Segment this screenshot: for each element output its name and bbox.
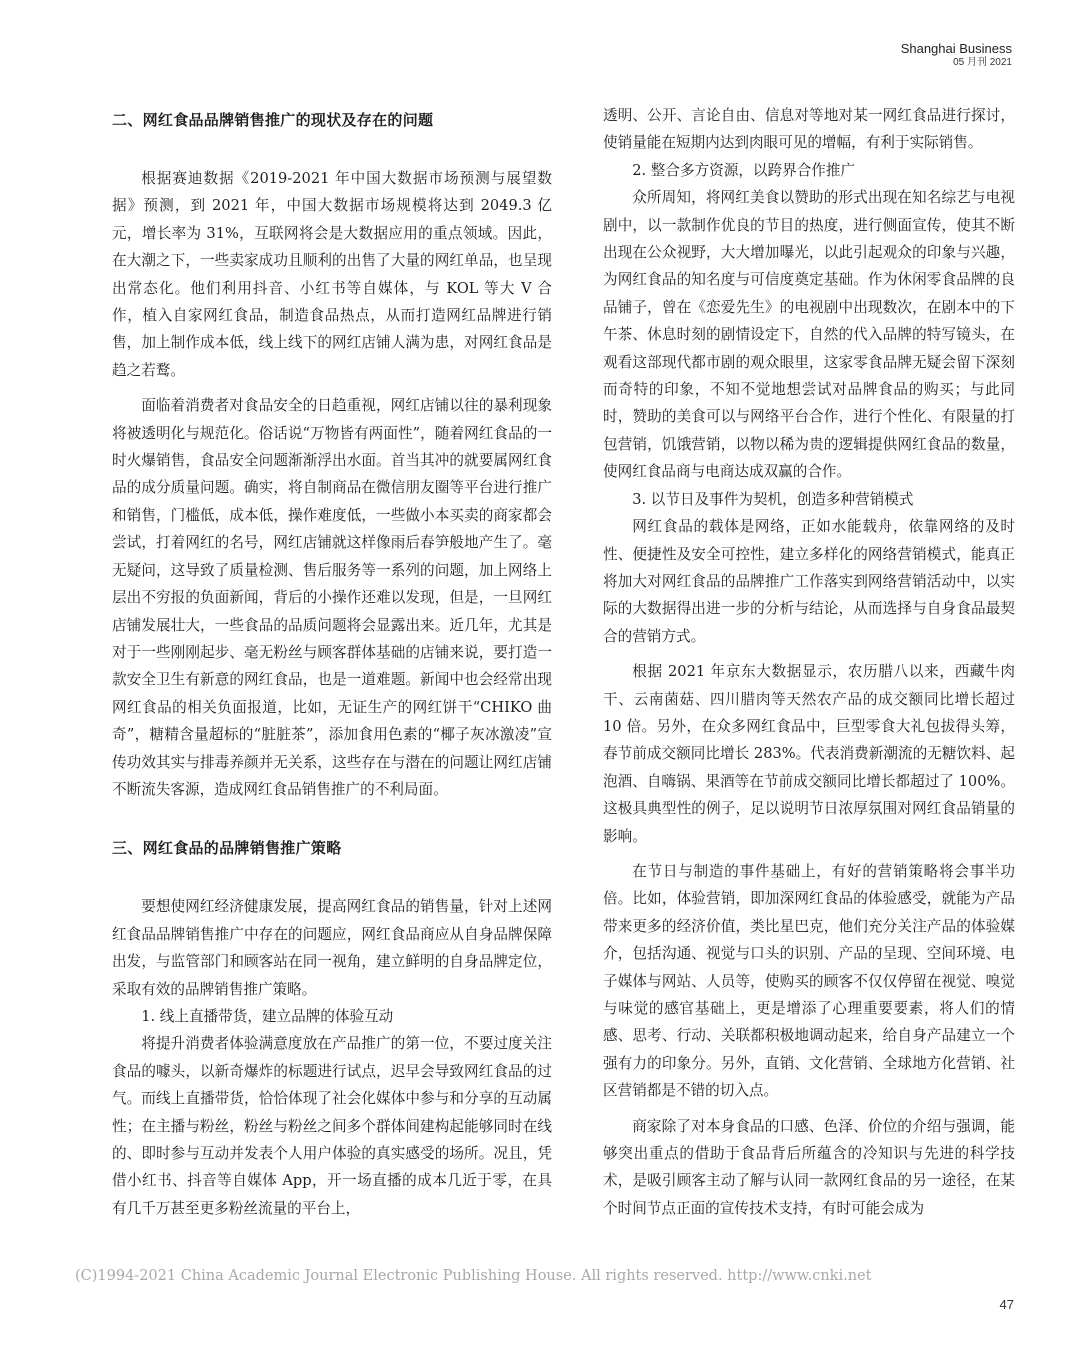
paragraph: 网红食品的载体是网络，正如水能载舟，依靠网络的及时性、便捷性及安全可控性，建立多样化的网络营销模式，能真正将加大对网红食品的品牌推广工作落实到网络营销活动中，以实际的大数据得出进一步的分析与结论，从而选择与自身食品最契合的营销方式。 <box>603 518 1015 645</box>
left-column <box>112 102 552 1222</box>
copyright-watermark: (C)1994-2021 China Academic Journal Electronic Publishing House. All rights reserved. http://www.cnki.net <box>75 1268 872 1284</box>
page-number: 47 <box>999 1297 1014 1312</box>
paragraph: 根据赛迪数据《2019-2021 年中国大数据市场预测与展望数据》预测，到 2021 年，中国大数据市场规模将达到 2049.3 亿元，增长率为 31%，互联网将会是大数据应用的重点领域。因此，在大潮之下，一些卖家成功且顺利的出售了大量的网红单品，也呈现出常态化。他们利用抖音、小红书等自媒体，与 KOL 等大 V 合作，植入自家网红食品，制造食品热点，从而打造网红品牌进行销售，加上制作成本低，线上线下的网红店铺人满为患，对网红食品是趋之若鹜。 <box>112 170 552 379</box>
journal-header <box>901 42 1012 68</box>
right-column <box>603 102 1015 1222</box>
journal-name: Shanghai Business <box>900 41 1012 56</box>
paragraph: 在节日与制造的事件基础上，有好的营销策略将会事半功倍。比如，体验营销，即加深网红食品的体验感受，就能为产品带来更多的经济价值，类比星巴克，他们充分关注产品的体验媒介，包括沟通、视觉与口头的识别、产品的呈现、空间环境、电子媒体与网站、人员等，使购买的顾客不仅仅停留在视觉、嗅觉与味觉的感官基础上，更是增添了心理重要要素，将人们的情感、思考、行动、关联都积极地调动起来，给自身产品建立一个强有力的印象分。另外，直销、文化营销、全球地方化营销、社区营销都是不错的切入点。 <box>603 862 1015 1100</box>
paragraph: 要想使网红经济健康发展，提高网红食品的销售量，针对上述网红食品品牌销售推广中存在的问题应，网红食品商应从自身品牌保障出发，与监管部门和顾客站在同一视角，建立鲜明的自身品牌定位，采取有效的品牌销售推广策略。 <box>112 898 552 998</box>
journal-issue: 05 月刊 2021 <box>953 56 1012 68</box>
paragraph: 根据 2021 年京东大数据显示，农历腊八以来，西藏牛肉干、云南菌菇、四川腊肉等天然农产品的成交额同比增长超过 10 倍。另外，在众多网红食品中，巨型零食大礼包拔得头筹，春节前成交额同比增长 283%。代表消费新潮流的无糖饮料、起泡酒、自嗨锅、果酒等在节前成交额同比增长都超过了 100%。这极具典型性的例子，足以说明节日浓厚氛围对网红食品销量的影响。 <box>603 663 1015 845</box>
section-heading-2: 二、网红食品品牌销售推广的现状及存在的问题 <box>112 111 434 129</box>
paragraph: 将提升消费者体验满意度放在产品推广的第一位，不要过度关注食品的噱头，以新奇爆炸的标题进行试点，迟早会导致网红食品的过气。而线上直播带货，恰恰体现了社会化媒体中参与和分享的互动属性；在主播与粉丝，粉丝与粉丝之间多个群体间建构起能够同时在线的、即时参与互动并发表个人用户体验的真实感受的场所。况且，凭借小红书、抖音等自媒体 App，开一场直播的成本几近于零，在具有几千万甚至更多粉丝流量的平台上， <box>112 1035 552 1217</box>
section-heading-3: 三、网红食品的品牌销售推广策略 <box>112 839 342 858</box>
subheading: 3. 以节日及事件为契机，创造多种营销模式 <box>632 490 914 508</box>
paragraph: 众所周知，将网红美食以赞助的形式出现在知名综艺与电视剧中，以一款制作优良的节目的热度，进行侧面宣传，使其不断出现在公众视野，大大增加曝光，以此引起观众的印象与兴趣，为网红食品的知名度与可信度奠定基础。作为休闲零食品牌的良品铺子，曾在《恋爱先生》的电视剧中出现数次，在剧本中的下午茶、休息时刻的剧情设定下，自然的代入品牌的特写镜头，在观看这部现代都市剧的观众眼里，这家零食品牌无疑会留下深刻而奇特的印象，不知不觉地想尝试对品牌食品的购买；与此同时，赞助的美食可以与网络平台合作，进行个性化、有限量的打包营销，饥饿营销，以物以稀为贵的逻辑提供网红食品的数量，使网红食品商与电商达成双赢的合作。 <box>603 189 1015 481</box>
subheading: 2. 整合多方资源，以跨界合作推广 <box>632 161 856 179</box>
subheading: 1. 线上直播带货，建立品牌的体验互动 <box>141 1007 394 1025</box>
paragraph: 透明、公开、言论自由、信息对等地对某一网红食品进行探讨，使销量能在短期内达到肉眼可见的增幅，有利于实际销售。 <box>603 107 1015 152</box>
paragraph: 商家除了对本身食品的口感、色泽、价位的介绍与强调，能够突出重点的借助于食品背后所蕴含的冷知识与先进的科学技术，是吸引顾客主动了解与认同一款网红食品的另一途径，在某个时间节点正面的宣传技术支持，有时可能会成为 <box>603 1117 1015 1217</box>
paragraph: 面临着消费者对食品安全的日趋重视，网红店铺以往的暴利现象将被透明化与规范化。俗话说“万物皆有两面性”，随着网红食品的一时火爆销售，食品安全问题渐渐浮出水面。首当其冲的就要属网红食品的成分质量问题。确实，将自制商品在微信朋友圈等平台进行推广和销售，门槛低，成本低，操作难度低，一些做小本买卖的商家都会尝试，打着网红的名号，网红店铺就这样像雨后春笋般地产生了。毫无疑问，这导致了质量检测、售后服务等一系列的问题，加上网络上层出不穷报的负面新闻，背后的小操作还难以发现，但是，一旦网红店铺发展壮大，一些食品的品质问题将会显露出来。近几年，尤其是对于一些刚刚起步、毫无粉丝与顾客群体基础的店铺来说，要打造一款安全卫生有新意的网红食品，也是一道难题。新闻中也会经常出现网红食品的相关负面报道，比如，无证生产的网红饼干“CHIKO 曲奇”，糖精含量超标的“脏脏茶”，添加食用色素的“椰子灰冰激凌”宣传功效其实与排毒养颜并无关系，这些存在与潜在的问题让网红店铺不断流失客源，造成网红食品销售推广的不利局面。 <box>112 397 552 798</box>
